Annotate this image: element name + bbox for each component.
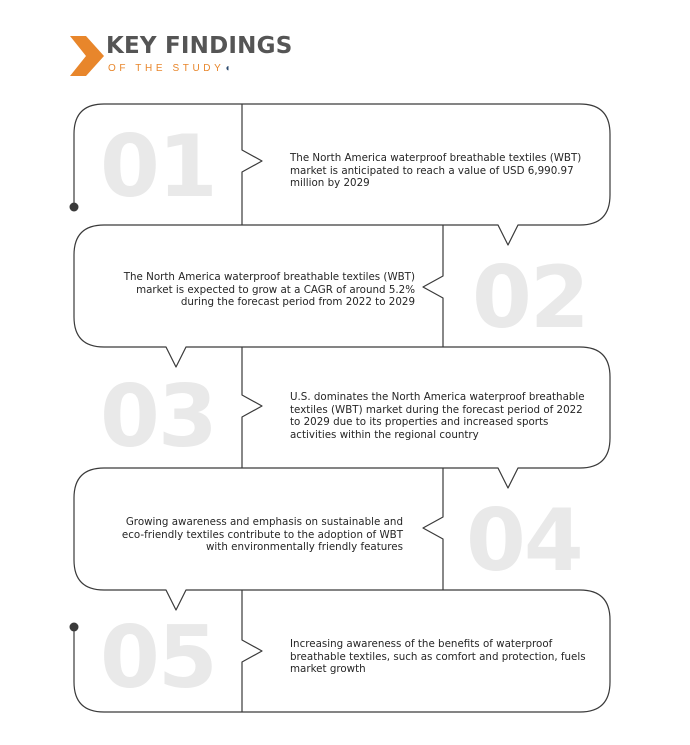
finding-text-01: The North America waterproof breathable textiles (WBT) market is anticipated to reach a value of USD 6,990.97 million by 2029 [290, 152, 582, 190]
finding-number-01: 01 [100, 117, 216, 217]
header [70, 33, 370, 83]
finding-number-02: 02 [472, 248, 588, 348]
page-subtitle: OF THE STUDY◖ [108, 63, 231, 74]
finding-text-02: The North America waterproof breathable textiles (WBT) market is expected to grow at a CAGR of around 5.2% during the forecast period from 2022 to 2029 [123, 271, 415, 309]
finding-text-04: Growing awareness and emphasis on sustainable and eco-friendly textiles contribute to the adoption of WBT with environmentally friendly features [121, 516, 403, 554]
start-dot-icon [70, 203, 79, 212]
finding-text-05: Increasing awareness of the benefits of waterproof breathable textiles, such as comfort and protection, fuels market growth [290, 638, 586, 676]
finding-text-03: U.S. dominates the North America waterproof breathable textiles (WBT) market during the forecast period of 2022 to 2029 due to its properties and increased sports activities within the regional country [290, 391, 585, 441]
subtitle-mark-icon: ◖ [224, 63, 231, 74]
finding-number-05: 05 [100, 608, 216, 708]
chevron-right-icon [70, 36, 104, 76]
end-dot-icon [70, 623, 79, 632]
finding-number-03: 03 [100, 367, 216, 467]
finding-number-04: 04 [466, 491, 582, 591]
page-title: KEY FINDINGS [106, 33, 293, 59]
